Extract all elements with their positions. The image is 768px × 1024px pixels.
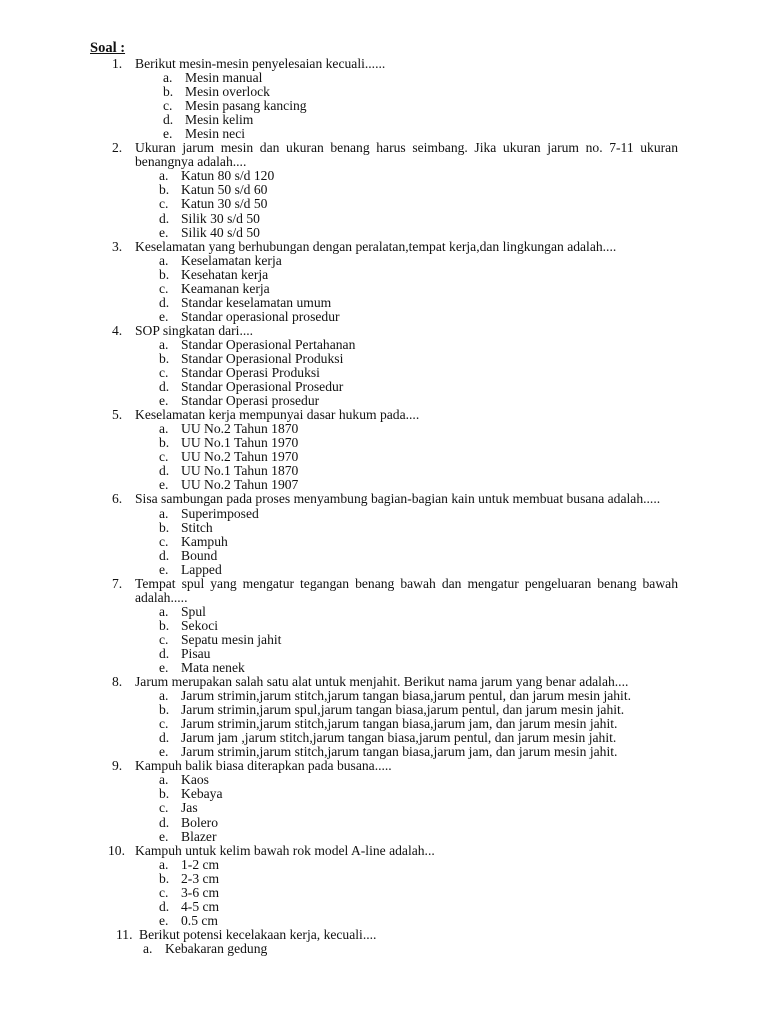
option-letter: b. bbox=[159, 786, 170, 802]
answer-option bbox=[0, 197, 768, 211]
question-number: 8. bbox=[112, 674, 123, 690]
option-letter: e. bbox=[159, 393, 169, 409]
answer-option bbox=[0, 816, 768, 830]
option-text: UU No.1 Tahun 1870 bbox=[181, 463, 299, 479]
question-row bbox=[0, 57, 768, 71]
question-item bbox=[0, 928, 768, 956]
option-list bbox=[0, 773, 768, 843]
question-number: 10. bbox=[108, 842, 125, 858]
option-letter: d. bbox=[159, 463, 170, 479]
question-row bbox=[0, 844, 768, 858]
question-row bbox=[0, 675, 768, 689]
option-text: Standar Operasi Produksi bbox=[181, 365, 320, 381]
option-letter: d. bbox=[159, 210, 170, 226]
option-letter: b. bbox=[159, 870, 170, 886]
answer-option bbox=[0, 296, 768, 310]
option-letter: a. bbox=[159, 336, 169, 352]
answer-option bbox=[0, 900, 768, 914]
question-row bbox=[0, 408, 768, 422]
option-letter: e. bbox=[159, 308, 169, 324]
option-list bbox=[0, 254, 768, 324]
option-letter: b. bbox=[159, 617, 170, 633]
option-letter: e. bbox=[159, 912, 169, 928]
answer-option bbox=[0, 605, 768, 619]
option-text: Mesin neci bbox=[185, 126, 246, 142]
answer-option bbox=[0, 436, 768, 450]
option-text: Stitch bbox=[181, 519, 213, 535]
question-row bbox=[0, 141, 768, 169]
question-row bbox=[0, 759, 768, 773]
answer-option bbox=[0, 71, 768, 85]
option-letter: b. bbox=[159, 182, 170, 198]
option-letter: e. bbox=[159, 477, 169, 493]
question-text: Berikut mesin-mesin penyelesaian kecuali...... bbox=[135, 56, 386, 71]
question-list bbox=[0, 57, 768, 956]
option-text: Mesin manual bbox=[185, 70, 263, 86]
option-letter: a. bbox=[163, 70, 173, 86]
answer-option bbox=[0, 183, 768, 197]
answer-option bbox=[0, 801, 768, 815]
answer-option bbox=[0, 647, 768, 661]
option-text: Kaos bbox=[181, 772, 209, 788]
option-letter: a. bbox=[159, 421, 169, 437]
option-text: Katun 30 s/d 50 bbox=[181, 196, 268, 212]
option-text: Bolero bbox=[181, 814, 218, 830]
option-text: 0.5 cm bbox=[181, 912, 218, 928]
question-number: 6. bbox=[112, 491, 123, 507]
answer-option bbox=[0, 394, 768, 408]
page-heading: Soal : bbox=[90, 40, 126, 56]
option-text: Standar Operasi prosedur bbox=[181, 393, 320, 409]
option-letter: c. bbox=[159, 449, 169, 465]
question-row bbox=[0, 240, 768, 254]
option-text: Kebaya bbox=[181, 786, 223, 802]
answer-option bbox=[0, 99, 768, 113]
option-text: UU No.1 Tahun 1970 bbox=[181, 435, 299, 451]
question-item bbox=[0, 240, 768, 324]
option-text: Jarum strimin,jarum spul,jarum tangan biasa,jarum pentul, dan jarum mesin jahit. bbox=[181, 702, 625, 718]
option-text: Standar Operasional Prosedur bbox=[181, 379, 344, 395]
option-text: UU No.2 Tahun 1870 bbox=[181, 421, 299, 437]
option-letter: e. bbox=[159, 828, 169, 844]
answer-option bbox=[0, 731, 768, 745]
question-item bbox=[0, 141, 768, 239]
option-text: Standar Operasional Produksi bbox=[181, 350, 344, 366]
answer-option bbox=[0, 521, 768, 535]
option-text: Sekoci bbox=[181, 617, 218, 633]
option-text: 3-6 cm bbox=[181, 884, 220, 900]
answer-option bbox=[0, 338, 768, 352]
option-list bbox=[0, 338, 768, 408]
option-letter: c. bbox=[159, 884, 169, 900]
option-text: Sepatu mesin jahit bbox=[181, 631, 282, 647]
question-text: Sisa sambungan pada proses menyambung bagian-bagian kain untuk membuat busana adalah..... bbox=[135, 491, 661, 507]
question-number: 5. bbox=[112, 407, 123, 423]
question-item bbox=[0, 577, 768, 675]
option-letter: b. bbox=[159, 350, 170, 366]
option-text: 1-2 cm bbox=[181, 856, 220, 872]
question-text: Keselamatan yang berhubungan dengan peralatan,tempat kerja,dan lingkungan adalah.... bbox=[135, 238, 617, 254]
option-list bbox=[0, 169, 768, 239]
option-letter: a. bbox=[159, 688, 169, 704]
option-text: Blazer bbox=[181, 828, 217, 844]
answer-option bbox=[0, 633, 768, 647]
option-list bbox=[0, 942, 768, 956]
question-number: 3. bbox=[112, 238, 123, 254]
option-text: Standar keselamatan umum bbox=[181, 294, 332, 310]
question-row bbox=[0, 492, 768, 506]
option-text: Mata nenek bbox=[181, 660, 245, 676]
answer-option bbox=[0, 914, 768, 928]
option-text: Keamanan kerja bbox=[181, 280, 270, 296]
option-text: Jarum strimin,jarum stitch,jarum tangan biasa,jarum pentul, dan jarum mesin jahit. bbox=[181, 688, 632, 704]
option-text: Standar operasional prosedur bbox=[181, 308, 340, 324]
option-text: Kesehatan kerja bbox=[181, 266, 269, 282]
answer-option bbox=[0, 549, 768, 563]
option-letter: b. bbox=[163, 84, 174, 100]
question-row bbox=[0, 577, 768, 605]
option-letter: c. bbox=[159, 196, 169, 212]
question-number: 7. bbox=[112, 575, 123, 591]
option-letter: d. bbox=[159, 898, 170, 914]
option-letter: d. bbox=[159, 379, 170, 395]
question-item bbox=[0, 675, 768, 759]
option-letter: e. bbox=[159, 561, 169, 577]
option-letter: a. bbox=[159, 603, 169, 619]
question-number: 2. bbox=[112, 140, 123, 156]
option-list bbox=[0, 605, 768, 675]
answer-option bbox=[0, 212, 768, 226]
option-letter: b. bbox=[159, 519, 170, 535]
answer-option bbox=[0, 85, 768, 99]
question-number: 1. bbox=[112, 56, 123, 71]
answer-option bbox=[0, 478, 768, 492]
question-text: Kampuh untuk kelim bawah rok model A-line adalah... bbox=[135, 842, 435, 858]
option-list bbox=[0, 71, 768, 141]
question-number: 9. bbox=[112, 758, 123, 774]
option-text: Jarum strimin,jarum stitch,jarum tangan biasa,jarum jam, dan jarum mesin jahit. bbox=[181, 744, 618, 760]
option-list bbox=[0, 507, 768, 577]
answer-option bbox=[0, 858, 768, 872]
option-text: Keselamatan kerja bbox=[181, 252, 282, 268]
option-letter: d. bbox=[159, 547, 170, 563]
option-letter: c. bbox=[159, 800, 169, 816]
question-text: Tempat spul yang mengatur tegangan benang bawah dan mengatur pengeluaran benang bawah adalah..... bbox=[135, 575, 678, 605]
answer-option bbox=[0, 619, 768, 633]
answer-option bbox=[0, 942, 768, 956]
question-number: 4. bbox=[112, 322, 123, 338]
option-text: Jarum jam ,jarum stitch,jarum tangan biasa,jarum pentul, dan jarum mesin jahit. bbox=[181, 730, 617, 746]
question-item bbox=[0, 759, 768, 843]
option-letter: d. bbox=[159, 730, 170, 746]
option-letter: c. bbox=[159, 631, 169, 647]
answer-option bbox=[0, 787, 768, 801]
question-text: Kampuh balik biasa diterapkan pada busana..... bbox=[135, 758, 392, 774]
option-text: Katun 80 s/d 120 bbox=[181, 168, 275, 184]
answer-option bbox=[0, 773, 768, 787]
option-letter: a. bbox=[159, 168, 169, 184]
answer-option bbox=[0, 563, 768, 577]
option-text: Lapped bbox=[181, 561, 222, 577]
option-list bbox=[0, 689, 768, 759]
answer-option bbox=[0, 830, 768, 844]
option-letter: d. bbox=[159, 645, 170, 661]
option-text: Silik 40 s/d 50 bbox=[181, 224, 260, 240]
answer-option bbox=[0, 450, 768, 464]
option-letter: a. bbox=[159, 772, 169, 788]
option-text: Standar Operasional Pertahanan bbox=[181, 336, 356, 352]
answer-option bbox=[0, 352, 768, 366]
option-letter: c. bbox=[159, 716, 169, 732]
answer-option bbox=[0, 282, 768, 296]
option-text: Spul bbox=[181, 603, 206, 619]
option-letter: b. bbox=[159, 266, 170, 282]
option-letter: a. bbox=[159, 252, 169, 268]
answer-option bbox=[0, 872, 768, 886]
answer-option bbox=[0, 661, 768, 675]
option-letter: a. bbox=[159, 505, 169, 521]
option-letter: a. bbox=[143, 940, 153, 956]
answer-option bbox=[0, 268, 768, 282]
option-text: Pisau bbox=[181, 645, 211, 661]
option-letter: e. bbox=[159, 224, 169, 240]
option-letter: c. bbox=[159, 533, 169, 549]
question-item bbox=[0, 492, 768, 576]
option-letter: e. bbox=[163, 126, 173, 142]
answer-option bbox=[0, 507, 768, 521]
answer-option bbox=[0, 886, 768, 900]
option-letter: d. bbox=[159, 814, 170, 830]
question-row bbox=[0, 324, 768, 338]
question-text: Jarum merupakan salah satu alat untuk menjahit. Berikut nama jarum yang benar adalah.... bbox=[135, 674, 629, 690]
option-letter: b. bbox=[159, 702, 170, 718]
option-letter: c. bbox=[159, 280, 169, 296]
option-letter: c. bbox=[163, 98, 173, 114]
option-letter: e. bbox=[159, 744, 169, 760]
question-row bbox=[0, 928, 768, 942]
answer-option bbox=[0, 717, 768, 731]
option-text: 4-5 cm bbox=[181, 898, 220, 914]
answer-option bbox=[0, 113, 768, 127]
option-list bbox=[0, 858, 768, 928]
option-text: 2-3 cm bbox=[181, 870, 220, 886]
question-item bbox=[0, 324, 768, 408]
option-text: UU No.2 Tahun 1907 bbox=[181, 477, 299, 493]
option-letter: c. bbox=[159, 365, 169, 381]
option-text: UU No.2 Tahun 1970 bbox=[181, 449, 299, 465]
option-text: Kebakaran gedung bbox=[165, 940, 268, 956]
answer-option bbox=[0, 380, 768, 394]
answer-option bbox=[0, 169, 768, 183]
option-letter: d. bbox=[163, 112, 174, 128]
answer-option bbox=[0, 422, 768, 436]
answer-option bbox=[0, 745, 768, 759]
question-text: Berikut potensi kecelakaan kerja, kecuali.... bbox=[139, 926, 377, 942]
option-text: Kampuh bbox=[181, 533, 228, 549]
answer-option bbox=[0, 254, 768, 268]
answer-option bbox=[0, 226, 768, 240]
question-item bbox=[0, 408, 768, 492]
option-text: Mesin overlock bbox=[185, 84, 270, 100]
answer-option bbox=[0, 689, 768, 703]
question-item bbox=[0, 57, 768, 141]
option-text: Jas bbox=[181, 800, 198, 816]
option-text: Bound bbox=[181, 547, 218, 563]
answer-option bbox=[0, 703, 768, 717]
option-letter: b. bbox=[159, 435, 170, 451]
option-text: Mesin kelim bbox=[185, 112, 254, 128]
option-text: Jarum strimin,jarum stitch,jarum tangan biasa,jarum jam, dan jarum mesin jahit. bbox=[181, 716, 618, 732]
option-text: Mesin pasang kancing bbox=[185, 98, 307, 114]
answer-option bbox=[0, 366, 768, 380]
option-text: Superimposed bbox=[181, 505, 259, 521]
option-letter: a. bbox=[159, 856, 169, 872]
option-list bbox=[0, 422, 768, 492]
question-text: Keselamatan kerja mempunyai dasar hukum pada.... bbox=[135, 407, 420, 423]
answer-option bbox=[0, 127, 768, 141]
option-text: Katun 50 s/d 60 bbox=[181, 182, 268, 198]
answer-option bbox=[0, 464, 768, 478]
option-text: Silik 30 s/d 50 bbox=[181, 210, 260, 226]
option-letter: e. bbox=[159, 660, 169, 676]
answer-option bbox=[0, 535, 768, 549]
question-text: SOP singkatan dari.... bbox=[135, 322, 254, 338]
question-text: Ukuran jarum mesin dan ukuran benang harus seimbang. Jika ukuran jarum no. 7-11 ukuran benangnya adalah.... bbox=[135, 140, 678, 170]
option-letter: d. bbox=[159, 294, 170, 310]
question-number: 11. bbox=[116, 926, 133, 942]
question-item bbox=[0, 844, 768, 928]
answer-option bbox=[0, 310, 768, 324]
